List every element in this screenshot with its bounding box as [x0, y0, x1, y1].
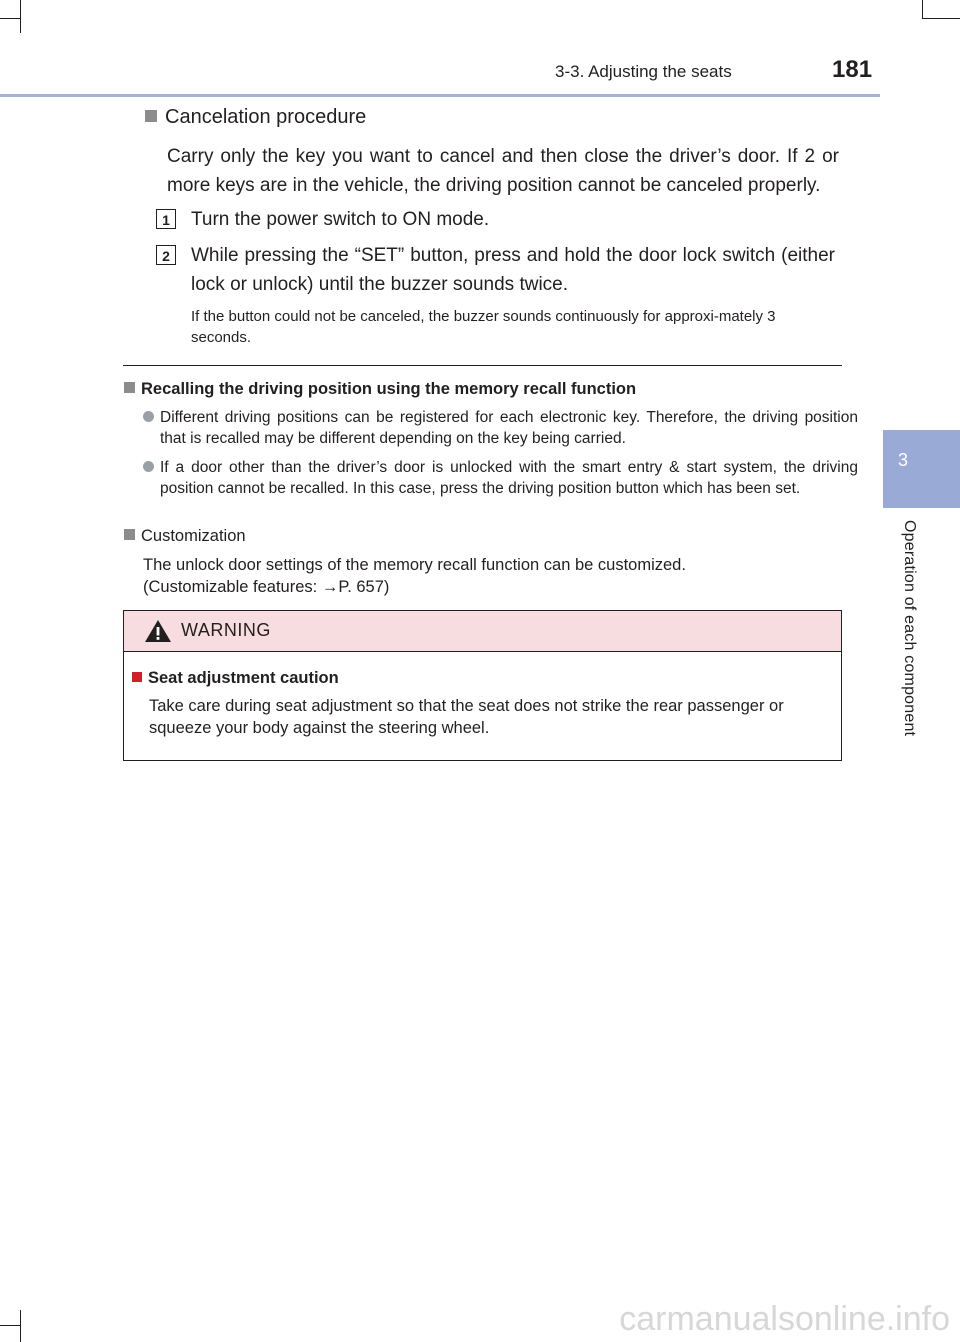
step-number-badge: 1: [156, 209, 176, 229]
chapter-tab[interactable]: [883, 430, 960, 508]
step-text: Turn the power switch to ON mode.: [191, 209, 490, 230]
round-bullet-icon: [143, 411, 154, 422]
bullet-text: If a door other than the driver’s door is unlocked with the smart entry & start system, the driving position cannot be recalled. In this case, press the driving position button which has been set.: [160, 459, 858, 497]
warning-heading: [132, 669, 339, 688]
section-title: 3-3. Adjusting the seats: [555, 62, 732, 81]
page-number: 181: [832, 56, 873, 83]
custom-line-2: (Customizable features: →P. 657): [143, 578, 390, 596]
square-bullet-icon: [124, 529, 135, 540]
crop-mark: [20, 0, 21, 33]
round-bullet-icon: [143, 461, 154, 472]
warning-title: WARNING: [181, 620, 271, 640]
crop-mark: [0, 18, 20, 19]
recall-bullet-1: [143, 407, 858, 449]
recall-heading-text: Recalling the driving position using the memory recall function: [141, 380, 637, 398]
chapter-title: Operation of each component: [901, 520, 918, 737]
custom-heading: [124, 527, 246, 546]
warning-box: [123, 610, 842, 761]
crop-mark: [20, 1310, 21, 1342]
step-text: While pressing the “SET” button, press and hold the door lock switch (either lock or unlock) until the buzzer sounds twice.: [191, 245, 835, 295]
cancel-note: If the button could not be canceled, the buzzer sounds continuously for approxi-mately 3 seconds.: [191, 308, 776, 346]
crop-mark: [922, 0, 923, 18]
header-rule: [0, 94, 880, 97]
crop-mark: [0, 1325, 20, 1326]
step-number-badge: 2: [156, 245, 176, 265]
custom-line-1: The unlock door settings of the memory recall function can be customized.: [143, 556, 686, 574]
custom-heading-text: Customization: [141, 527, 246, 545]
section-divider: [123, 365, 842, 366]
cancel-intro: Carry only the key you want to cancel and then close the driver’s door. If 2 or more keys are in the vehicle, the driving position cannot be canceled properly.: [167, 146, 839, 196]
cancel-heading-text: Cancelation procedure: [165, 106, 367, 128]
watermark-link[interactable]: carmanualsonline.info: [619, 1300, 950, 1338]
chapter-number: 3: [897, 450, 908, 470]
square-bullet-icon: [145, 110, 157, 122]
warning-triangle-icon: [144, 619, 172, 643]
recall-heading: [124, 380, 636, 399]
square-bullet-icon: [124, 382, 135, 393]
warning-text: Take care during seat adjustment so that the seat does not strike the rear passenger or squeeze your body against the steering wheel.: [149, 697, 784, 737]
square-bullet-icon: [132, 672, 142, 682]
warning-header: [124, 611, 841, 652]
crop-mark: [922, 18, 960, 19]
recall-bullet-2: [143, 457, 858, 499]
cancel-heading: [145, 106, 366, 129]
warning-heading-text: Seat adjustment caution: [148, 669, 339, 687]
bullet-text: Different driving positions can be registered for each electronic key. Therefore, the driving position that is recalled may be different depending on the key being carried.: [160, 409, 858, 447]
